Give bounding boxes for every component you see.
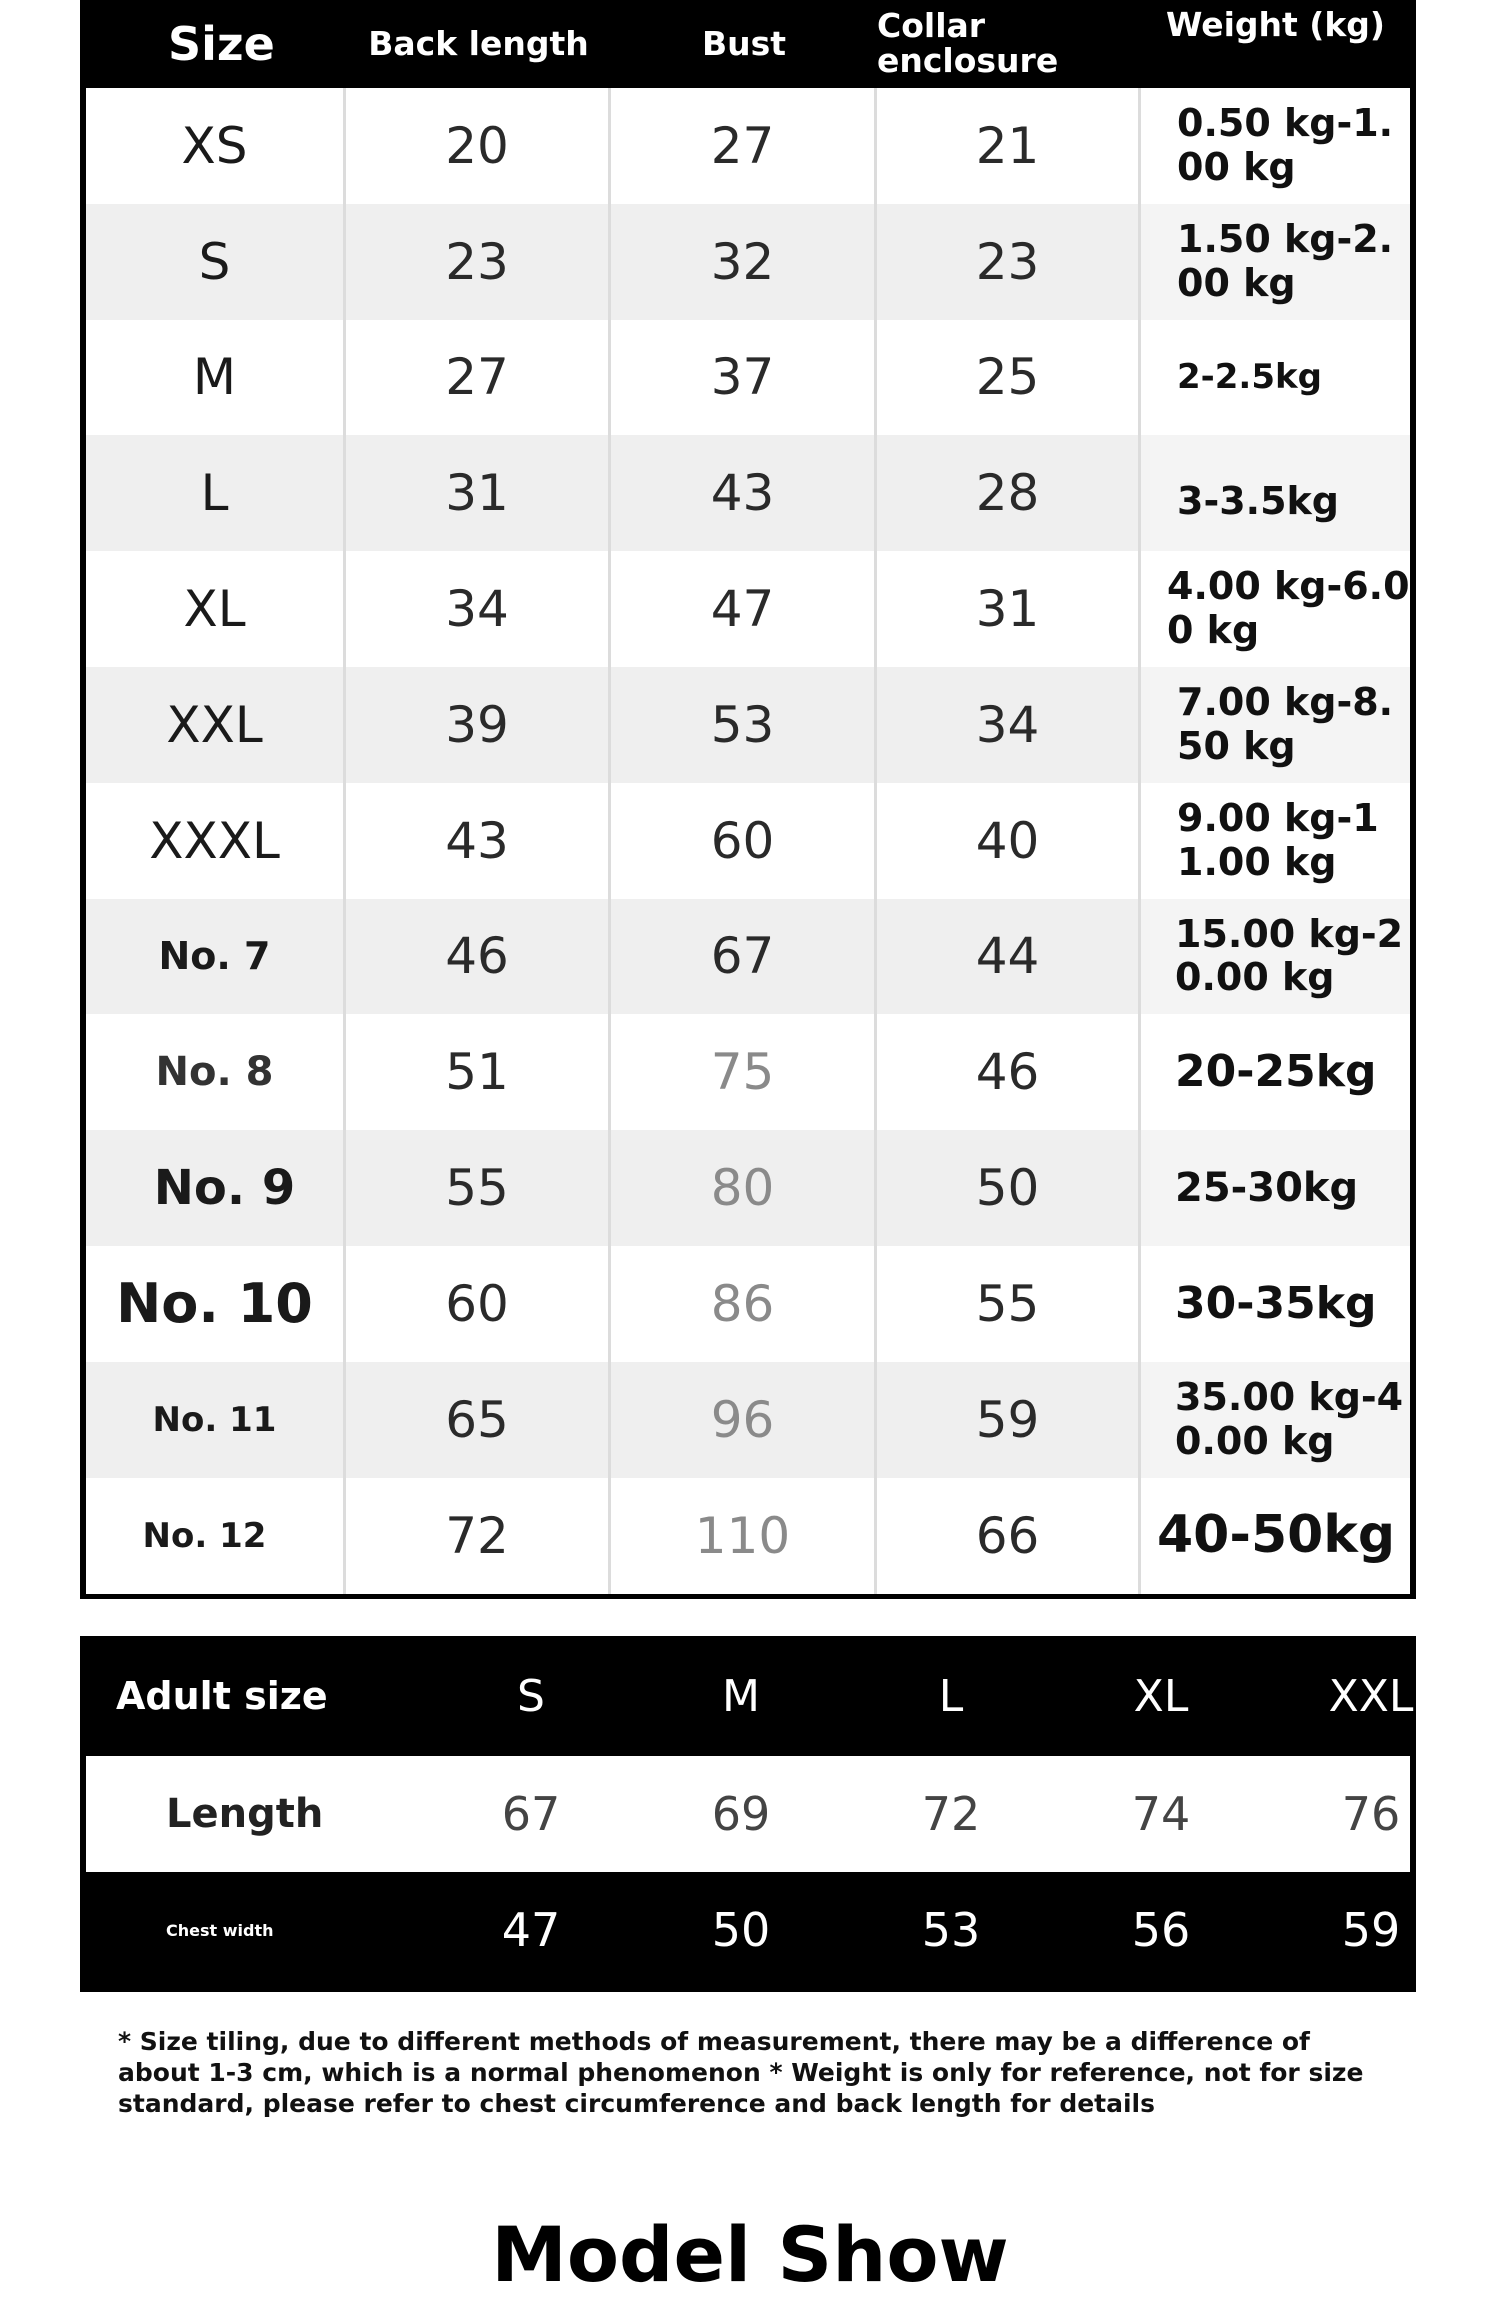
table-row bbox=[86, 551, 1410, 667]
header-size: Size bbox=[168, 16, 275, 71]
weight-cell: 35.00 kg-40.00 kg bbox=[1141, 1362, 1410, 1478]
adult-chest-row bbox=[86, 1872, 1410, 1988]
adult-size-xxl: XXL bbox=[1328, 1670, 1414, 1722]
size-cell: No. 7 bbox=[86, 899, 346, 1015]
adult-size-label: Adult size bbox=[116, 1674, 328, 1718]
size-cell: XS bbox=[86, 88, 346, 204]
back-length-cell: 72 bbox=[346, 1478, 611, 1594]
chest-value: 56 bbox=[1131, 1903, 1191, 1957]
weight-cell: 0.50 kg-1.00 kg bbox=[1141, 88, 1410, 204]
header-weight: Weight (kg) bbox=[1165, 5, 1386, 44]
collar-cell: 46 bbox=[877, 1014, 1141, 1130]
header-back-length: Back length bbox=[368, 23, 589, 63]
size-cell: No. 8 bbox=[86, 1014, 346, 1130]
bust-cell: 67 bbox=[611, 899, 877, 1015]
pet-table-body bbox=[86, 88, 1410, 1594]
length-value: 76 bbox=[1341, 1787, 1401, 1841]
collar-cell: 34 bbox=[877, 667, 1141, 783]
header-collar-text: Collar enclosure bbox=[877, 6, 1059, 80]
back-length-cell: 46 bbox=[346, 899, 611, 1015]
bust-cell: 27 bbox=[611, 88, 877, 204]
bust-cell: 43 bbox=[611, 435, 877, 551]
back-length-cell: 23 bbox=[346, 204, 611, 320]
bust-cell: 80 bbox=[611, 1130, 877, 1246]
size-cell: XXXL bbox=[86, 783, 346, 899]
bust-cell: 47 bbox=[611, 551, 877, 667]
length-value: 69 bbox=[711, 1787, 771, 1841]
chest-value: 53 bbox=[921, 1903, 981, 1957]
table-row bbox=[86, 899, 1410, 1015]
back-length-cell: 27 bbox=[346, 320, 611, 436]
collar-cell: 59 bbox=[877, 1362, 1141, 1478]
adult-length-row bbox=[86, 1756, 1410, 1872]
header-collar-enclosure bbox=[877, 0, 1141, 88]
length-label: Length bbox=[166, 1791, 324, 1837]
adult-size-l: L bbox=[938, 1670, 964, 1722]
collar-cell: 66 bbox=[877, 1478, 1141, 1594]
collar-cell: 44 bbox=[877, 899, 1141, 1015]
size-cell: L bbox=[86, 435, 346, 551]
weight-cell: 9.00 kg-11.00 kg bbox=[1141, 783, 1410, 899]
chest-value: 50 bbox=[711, 1903, 771, 1957]
table-row bbox=[86, 1362, 1410, 1478]
back-length-cell: 34 bbox=[346, 551, 611, 667]
size-cell: No. 11 bbox=[86, 1362, 346, 1478]
adult-table-header bbox=[86, 1636, 1414, 1756]
length-value: 72 bbox=[921, 1787, 981, 1841]
back-length-cell: 51 bbox=[346, 1014, 611, 1130]
collar-cell: 23 bbox=[877, 204, 1141, 320]
back-length-cell: 39 bbox=[346, 667, 611, 783]
back-length-cell: 31 bbox=[346, 435, 611, 551]
length-value: 74 bbox=[1131, 1787, 1191, 1841]
collar-cell: 55 bbox=[877, 1246, 1141, 1362]
adult-size-s: S bbox=[517, 1670, 545, 1722]
adult-size-xl: XL bbox=[1133, 1670, 1189, 1722]
size-cell: No. 10 bbox=[86, 1246, 346, 1362]
size-cell: S bbox=[86, 204, 346, 320]
size-cell: XL bbox=[86, 551, 346, 667]
adult-size-m: M bbox=[722, 1670, 760, 1722]
chest-value: 59 bbox=[1341, 1903, 1401, 1957]
weight-cell: 4.00 kg-6.00 kg bbox=[1141, 551, 1410, 667]
bust-cell: 96 bbox=[611, 1362, 877, 1478]
collar-cell: 25 bbox=[877, 320, 1141, 436]
weight-cell: 20-25kg bbox=[1141, 1014, 1410, 1130]
size-cell: No. 12 bbox=[86, 1478, 346, 1594]
bust-cell: 86 bbox=[611, 1246, 877, 1362]
weight-cell: 15.00 kg-20.00 kg bbox=[1141, 899, 1410, 1015]
size-cell: XXL bbox=[86, 667, 346, 783]
table-row bbox=[86, 88, 1410, 204]
bust-cell: 75 bbox=[611, 1014, 877, 1130]
chest-value: 47 bbox=[501, 1903, 561, 1957]
table-row bbox=[86, 1246, 1410, 1362]
table-row bbox=[86, 1478, 1410, 1594]
back-length-cell: 55 bbox=[346, 1130, 611, 1246]
table-row bbox=[86, 1130, 1410, 1246]
collar-cell: 40 bbox=[877, 783, 1141, 899]
pet-table-header bbox=[86, 0, 1410, 88]
length-value: 67 bbox=[501, 1787, 561, 1841]
bust-cell: 60 bbox=[611, 783, 877, 899]
table-row bbox=[86, 320, 1410, 436]
bust-cell: 37 bbox=[611, 320, 877, 436]
size-cell: M bbox=[86, 320, 346, 436]
collar-cell: 50 bbox=[877, 1130, 1141, 1246]
weight-cell: 40-50kg bbox=[1141, 1478, 1410, 1594]
weight-cell: 3-3.5kg bbox=[1141, 435, 1410, 551]
weight-cell: 2-2.5kg bbox=[1141, 320, 1410, 436]
size-cell: No. 9 bbox=[86, 1130, 346, 1246]
table-row bbox=[86, 783, 1410, 899]
chest-width-label: Chest width bbox=[166, 1920, 274, 1940]
table-row bbox=[86, 435, 1410, 551]
back-length-cell: 60 bbox=[346, 1246, 611, 1362]
weight-cell: 30-35kg bbox=[1141, 1246, 1410, 1362]
bust-cell: 32 bbox=[611, 204, 877, 320]
back-length-cell: 43 bbox=[346, 783, 611, 899]
pet-size-table bbox=[80, 0, 1416, 1599]
table-row bbox=[86, 1014, 1410, 1130]
header-bust: Bust bbox=[701, 23, 787, 63]
model-show-title: Model Show bbox=[491, 2210, 1009, 2299]
weight-cell: 7.00 kg-8.50 kg bbox=[1141, 667, 1410, 783]
collar-cell: 21 bbox=[877, 88, 1141, 204]
weight-cell: 25-30kg bbox=[1141, 1130, 1410, 1246]
table-row bbox=[86, 667, 1410, 783]
back-length-cell: 65 bbox=[346, 1362, 611, 1478]
collar-cell: 28 bbox=[877, 435, 1141, 551]
weight-cell: 1.50 kg-2.00 kg bbox=[1141, 204, 1410, 320]
size-note: * Size tiling, due to different methods of measurement, there may be a difference of about 1-3 cm, which is a normal phenomenon * Weight is only for reference, not for size standard, please refer to chest circumference and back length for details bbox=[118, 2027, 1364, 2118]
adult-size-table bbox=[80, 1636, 1416, 1992]
back-length-cell: 20 bbox=[346, 88, 611, 204]
collar-cell: 31 bbox=[877, 551, 1141, 667]
bust-cell: 53 bbox=[611, 667, 877, 783]
table-row bbox=[86, 204, 1410, 320]
bust-cell: 110 bbox=[611, 1478, 877, 1594]
